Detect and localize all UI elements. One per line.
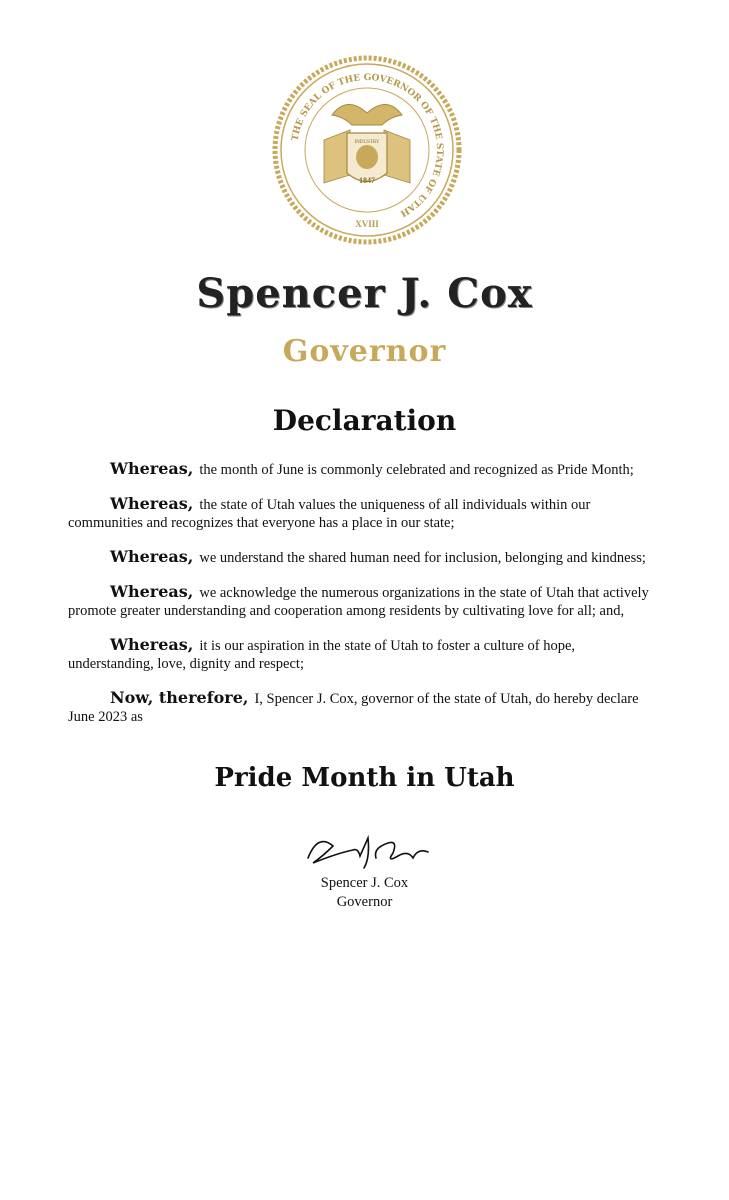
- clause-lead: Whereas,: [110, 582, 194, 601]
- document-heading: Declaration: [272, 404, 457, 437]
- clause-lead: Now, therefore,: [110, 688, 249, 707]
- clause-text: we understand the shared human need for inclusion, belonging and kindness;: [199, 550, 646, 566]
- proclamation-title: Pride Month in Utah: [214, 763, 515, 793]
- seal-year: 1847: [359, 176, 375, 185]
- whereas-clause: [68, 583, 658, 620]
- clause-lead: Whereas,: [110, 547, 194, 566]
- seal-motto: INDUSTRY: [354, 140, 380, 145]
- seal-ring-text: THE SEAL OF THE GOVERNOR OF THE STATE OF UTAH: [290, 72, 445, 219]
- whereas-clause: [68, 460, 658, 479]
- clause-lead: Whereas,: [110, 635, 194, 654]
- governor-title: Governor: [282, 334, 447, 369]
- signatory-name: Spencer J. Cox: [320, 875, 409, 891]
- clause-text: I, Spencer J. Cox, governor of the state of Utah, do hereby declare June 2023 as: [68, 691, 639, 725]
- whereas-clause: [68, 495, 658, 532]
- clause-text: the state of Utah values the uniqueness of all individuals within our communities and recognizes that everyone has a place in our state;: [68, 497, 591, 531]
- clause-text: it is our aspiration in the state of Utah to foster a culture of hope, understanding, love, dignity and respect;: [68, 638, 576, 672]
- signature-block: [0, 874, 729, 912]
- clause-text: we acknowledge the numerous organizations in the state of Utah that actively promote greater understanding and cooperation among residents by cultivating love for all; and,: [68, 585, 649, 619]
- governor-seal: [272, 55, 462, 245]
- clause-lead: Whereas,: [110, 459, 194, 478]
- therefore-clause: [68, 689, 658, 726]
- whereas-clause: [68, 636, 658, 673]
- whereas-clause: [68, 548, 658, 567]
- clause-text: the month of June is commonly celebrated and recognized as Pride Month;: [199, 462, 634, 478]
- clause-lead: Whereas,: [110, 494, 194, 513]
- signatory-title: Governor: [336, 894, 393, 910]
- declaration-body: [68, 460, 658, 742]
- signature-image: [298, 828, 438, 873]
- governor-name: Spencer J. Cox: [196, 270, 533, 317]
- seal-numeral: XVIII: [355, 219, 379, 229]
